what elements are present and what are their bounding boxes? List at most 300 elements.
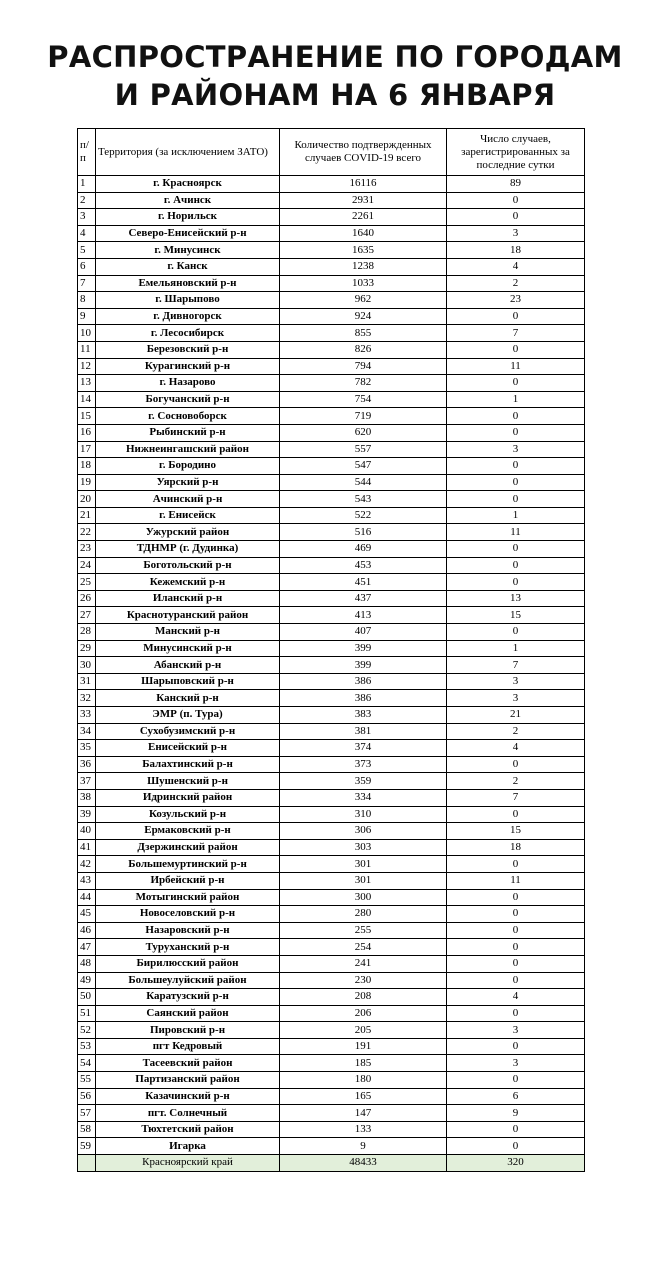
table-row [78,424,585,441]
row-territory: Большеулуйский район [96,972,280,989]
row-total-cases: 2261 [280,209,447,226]
row-total-cases: 522 [280,507,447,524]
row-number: 10 [78,325,96,342]
row-territory: Емельяновский р-н [96,275,280,292]
row-territory: г. Канск [96,258,280,275]
row-territory: г. Бородино [96,458,280,475]
row-territory: г. Минусинск [96,242,280,259]
row-number: 5 [78,242,96,259]
row-new-cases: 0 [447,1005,585,1022]
table-row [78,225,585,242]
row-total-cases: 180 [280,1072,447,1089]
table-row [78,723,585,740]
table-row [78,325,585,342]
row-territory: Абанский р-н [96,657,280,674]
row-territory: Бирилюсский район [96,955,280,972]
total-row-number [78,1155,96,1172]
row-number: 45 [78,906,96,923]
row-total-cases: 386 [280,690,447,707]
row-total-cases: 205 [280,1022,447,1039]
row-new-cases: 7 [447,325,585,342]
row-territory: Ирбейский р-н [96,872,280,889]
row-new-cases: 0 [447,1121,585,1138]
row-new-cases: 0 [447,806,585,823]
table-row [78,341,585,358]
row-total-cases: 133 [280,1121,447,1138]
row-territory: пгт Кедровый [96,1038,280,1055]
row-number: 19 [78,474,96,491]
header-total: Количество подтвержденных случаев COVID-19 всего [280,129,447,176]
row-number: 35 [78,740,96,757]
row-number: 17 [78,441,96,458]
row-new-cases: 21 [447,707,585,724]
row-total-cases: 208 [280,989,447,1006]
row-number: 34 [78,723,96,740]
row-territory: г. Назарово [96,375,280,392]
row-number: 6 [78,258,96,275]
row-number: 46 [78,922,96,939]
row-total-cases: 147 [280,1105,447,1122]
row-territory: Манский р-н [96,624,280,641]
row-number: 2 [78,192,96,209]
table-row [78,806,585,823]
table-row [78,673,585,690]
row-territory: Ермаковский р-н [96,823,280,840]
table-row [78,292,585,309]
row-new-cases: 0 [447,375,585,392]
row-total-cases: 165 [280,1088,447,1105]
row-new-cases: 7 [447,789,585,806]
row-new-cases: 11 [447,524,585,541]
title-line-1: РАСПРОСТРАНЕНИЕ ПО ГОРОДАМ [47,40,623,74]
row-number: 30 [78,657,96,674]
row-new-cases: 0 [447,474,585,491]
table-row [78,242,585,259]
row-new-cases: 0 [447,458,585,475]
table-row [78,707,585,724]
row-new-cases: 15 [447,823,585,840]
row-total-cases: 310 [280,806,447,823]
row-number: 52 [78,1022,96,1039]
row-territory: Березовский р-н [96,341,280,358]
table-row [78,491,585,508]
row-territory: Минусинский р-н [96,640,280,657]
table-row [78,906,585,923]
row-territory: Тасеевский район [96,1055,280,1072]
row-number: 41 [78,839,96,856]
table-row [78,1055,585,1072]
header-row [78,129,585,176]
row-territory: Казачинский р-н [96,1088,280,1105]
row-total-cases: 437 [280,590,447,607]
row-number: 38 [78,789,96,806]
row-new-cases: 1 [447,391,585,408]
row-total-cases: 301 [280,872,447,889]
row-number: 53 [78,1038,96,1055]
row-new-cases: 2 [447,773,585,790]
table-row [78,955,585,972]
row-new-cases: 3 [447,1022,585,1039]
row-total-cases: 1640 [280,225,447,242]
row-new-cases: 0 [447,557,585,574]
row-number: 32 [78,690,96,707]
row-number: 50 [78,989,96,1006]
row-total-cases: 334 [280,789,447,806]
table-row [78,209,585,226]
row-new-cases: 0 [447,209,585,226]
table-row [78,408,585,425]
row-number: 13 [78,375,96,392]
row-total-cases: 255 [280,922,447,939]
row-total-cases: 386 [280,673,447,690]
table-row [78,1105,585,1122]
row-number: 25 [78,574,96,591]
table-row [78,624,585,641]
row-number: 16 [78,424,96,441]
row-number: 37 [78,773,96,790]
row-number: 1 [78,176,96,193]
row-total-cases: 620 [280,424,447,441]
row-new-cases: 9 [447,1105,585,1122]
row-new-cases: 0 [447,972,585,989]
row-territory: ТДНМР (г. Дудинка) [96,541,280,558]
row-territory: Мотыгинский район [96,889,280,906]
row-territory: Рыбинский р-н [96,424,280,441]
row-total-cases: 374 [280,740,447,757]
row-territory: Саянский район [96,1005,280,1022]
table-row [78,939,585,956]
row-total-cases: 924 [280,308,447,325]
row-territory: Канский р-н [96,690,280,707]
row-total-cases: 16116 [280,176,447,193]
row-number: 4 [78,225,96,242]
row-new-cases: 0 [447,491,585,508]
row-total-cases: 383 [280,707,447,724]
row-territory: г. Норильск [96,209,280,226]
row-number: 54 [78,1055,96,1072]
row-number: 44 [78,889,96,906]
row-territory: Туруханский р-н [96,939,280,956]
row-total-cases: 399 [280,640,447,657]
row-number: 18 [78,458,96,475]
row-number: 27 [78,607,96,624]
row-new-cases: 0 [447,541,585,558]
row-number: 11 [78,341,96,358]
row-territory: г. Сосновоборск [96,408,280,425]
row-territory: Новоселовский р-н [96,906,280,923]
row-total-cases: 1033 [280,275,447,292]
row-number: 28 [78,624,96,641]
row-new-cases: 3 [447,673,585,690]
row-total-cases: 1238 [280,258,447,275]
row-new-cases: 11 [447,358,585,375]
row-new-cases: 0 [447,424,585,441]
table-row [78,889,585,906]
row-territory: пгт. Солнечный [96,1105,280,1122]
table-row [78,176,585,193]
row-new-cases: 0 [447,574,585,591]
table-row [78,657,585,674]
table-row [78,1038,585,1055]
row-number: 56 [78,1088,96,1105]
table-row [78,1121,585,1138]
table-row [78,557,585,574]
row-territory: Шушенский р-н [96,773,280,790]
row-territory: Идринский район [96,789,280,806]
row-new-cases: 4 [447,258,585,275]
row-territory: Курагинский р-н [96,358,280,375]
row-total-cases: 826 [280,341,447,358]
row-new-cases: 4 [447,989,585,1006]
row-territory: г. Красноярск [96,176,280,193]
row-total-cases: 469 [280,541,447,558]
table-row [78,856,585,873]
row-territory: Игарка [96,1138,280,1155]
table-row [78,441,585,458]
row-number: 20 [78,491,96,508]
row-number: 12 [78,358,96,375]
row-new-cases: 0 [447,955,585,972]
table-row [78,507,585,524]
row-total-cases: 543 [280,491,447,508]
table-row [78,358,585,375]
row-total-cases: 453 [280,557,447,574]
row-total-cases: 306 [280,823,447,840]
row-total-cases: 303 [280,839,447,856]
row-total-cases: 399 [280,657,447,674]
total-row [78,1155,585,1172]
table-row [78,1022,585,1039]
row-territory: Ужурский район [96,524,280,541]
row-territory: Боготольский р-н [96,557,280,574]
row-number: 21 [78,507,96,524]
row-number: 55 [78,1072,96,1089]
row-territory: г. Ачинск [96,192,280,209]
row-new-cases: 3 [447,225,585,242]
row-territory: Дзержинский район [96,839,280,856]
row-number: 51 [78,1005,96,1022]
row-new-cases: 2 [447,723,585,740]
row-new-cases: 3 [447,441,585,458]
row-territory: г. Лесосибирск [96,325,280,342]
row-territory: Тюхтетский район [96,1121,280,1138]
table-row [78,839,585,856]
table-row [78,640,585,657]
total-new-cases: 320 [447,1155,585,1172]
row-number: 7 [78,275,96,292]
total-territory: Красноярский край [96,1155,280,1172]
row-total-cases: 754 [280,391,447,408]
row-total-cases: 557 [280,441,447,458]
row-new-cases: 1 [447,640,585,657]
row-number: 42 [78,856,96,873]
row-number: 14 [78,391,96,408]
row-new-cases: 0 [447,889,585,906]
table-row [78,541,585,558]
row-territory: Енисейский р-н [96,740,280,757]
table-row [78,1005,585,1022]
row-number: 31 [78,673,96,690]
row-new-cases: 1 [447,507,585,524]
row-new-cases: 18 [447,242,585,259]
table-row [78,192,585,209]
row-total-cases: 301 [280,856,447,873]
row-new-cases: 0 [447,939,585,956]
table-row [78,458,585,475]
row-new-cases: 0 [447,1138,585,1155]
row-new-cases: 3 [447,1055,585,1072]
table-row [78,607,585,624]
row-territory: Северо-Енисейский р-н [96,225,280,242]
table-row [78,590,585,607]
row-number: 57 [78,1105,96,1122]
header-new: Число случаев, зарегистрированных за последние сутки [447,129,585,176]
table-row [78,756,585,773]
row-territory: Балахтинский р-н [96,756,280,773]
header-territory: Территория (за исключением ЗАТО) [96,129,280,176]
row-total-cases: 300 [280,889,447,906]
row-new-cases: 2 [447,275,585,292]
row-total-cases: 191 [280,1038,447,1055]
page-title [0,38,670,114]
row-new-cases: 0 [447,922,585,939]
row-new-cases: 0 [447,906,585,923]
row-total-cases: 407 [280,624,447,641]
row-total-cases: 719 [280,408,447,425]
table-row [78,574,585,591]
table-row [78,375,585,392]
row-number: 8 [78,292,96,309]
row-new-cases: 0 [447,1038,585,1055]
table-row [78,391,585,408]
row-total-cases: 185 [280,1055,447,1072]
table-row [78,275,585,292]
row-territory: Шарыповский р-н [96,673,280,690]
table-body [78,176,585,1172]
table-row [78,474,585,491]
covid-table [77,128,585,1172]
table-row [78,258,585,275]
row-total-cases: 381 [280,723,447,740]
row-new-cases: 0 [447,192,585,209]
table-row [78,823,585,840]
row-total-cases: 254 [280,939,447,956]
row-total-cases: 451 [280,574,447,591]
row-new-cases: 0 [447,308,585,325]
row-new-cases: 7 [447,657,585,674]
row-number: 36 [78,756,96,773]
row-new-cases: 0 [447,341,585,358]
row-total-cases: 2931 [280,192,447,209]
row-new-cases: 6 [447,1088,585,1105]
row-total-cases: 962 [280,292,447,309]
table-row [78,690,585,707]
row-territory: Краснотуранский район [96,607,280,624]
row-number: 26 [78,590,96,607]
table-row [78,524,585,541]
row-number: 47 [78,939,96,956]
header-num: п/п [78,129,96,176]
row-territory: Козульский р-н [96,806,280,823]
row-territory: Ачинский р-н [96,491,280,508]
row-total-cases: 241 [280,955,447,972]
row-total-cases: 373 [280,756,447,773]
row-new-cases: 11 [447,872,585,889]
row-number: 48 [78,955,96,972]
row-new-cases: 23 [447,292,585,309]
row-total-cases: 413 [280,607,447,624]
row-new-cases: 0 [447,1072,585,1089]
row-total-cases: 794 [280,358,447,375]
row-territory: Назаровский р-н [96,922,280,939]
title-line-2: И РАЙОНАМ НА 6 ЯНВАРЯ [114,78,556,112]
total-cases: 48433 [280,1155,447,1172]
table-row [78,1072,585,1089]
row-new-cases: 0 [447,856,585,873]
row-new-cases: 15 [447,607,585,624]
row-territory: Иланский р-н [96,590,280,607]
row-territory: г. Дивногорск [96,308,280,325]
row-number: 39 [78,806,96,823]
row-territory: ЭМР (п. Тура) [96,707,280,724]
table-row [78,789,585,806]
row-total-cases: 544 [280,474,447,491]
row-total-cases: 230 [280,972,447,989]
table-row [78,872,585,889]
row-new-cases: 4 [447,740,585,757]
row-number: 58 [78,1121,96,1138]
row-number: 59 [78,1138,96,1155]
row-number: 23 [78,541,96,558]
row-territory: г. Енисейск [96,507,280,524]
row-total-cases: 359 [280,773,447,790]
row-territory: Большемуртинский р-н [96,856,280,873]
row-number: 3 [78,209,96,226]
row-territory: Сухобузимский р-н [96,723,280,740]
row-new-cases: 89 [447,176,585,193]
row-total-cases: 9 [280,1138,447,1155]
row-new-cases: 0 [447,408,585,425]
row-territory: г. Шарыпово [96,292,280,309]
row-number: 22 [78,524,96,541]
table-row [78,989,585,1006]
row-number: 33 [78,707,96,724]
row-total-cases: 855 [280,325,447,342]
row-territory: Каратузский р-н [96,989,280,1006]
row-total-cases: 280 [280,906,447,923]
row-territory: Пировский р-н [96,1022,280,1039]
row-number: 40 [78,823,96,840]
row-territory: Уярский р-н [96,474,280,491]
row-total-cases: 547 [280,458,447,475]
row-number: 24 [78,557,96,574]
row-number: 15 [78,408,96,425]
row-total-cases: 206 [280,1005,447,1022]
row-territory: Партизанский район [96,1072,280,1089]
table-row [78,773,585,790]
row-new-cases: 3 [447,690,585,707]
row-total-cases: 782 [280,375,447,392]
row-territory: Кежемский р-н [96,574,280,591]
row-number: 29 [78,640,96,657]
row-total-cases: 1635 [280,242,447,259]
row-new-cases: 0 [447,756,585,773]
table-row [78,308,585,325]
row-new-cases: 0 [447,624,585,641]
row-territory: Нижнеингашский район [96,441,280,458]
table-row [78,1088,585,1105]
row-total-cases: 516 [280,524,447,541]
